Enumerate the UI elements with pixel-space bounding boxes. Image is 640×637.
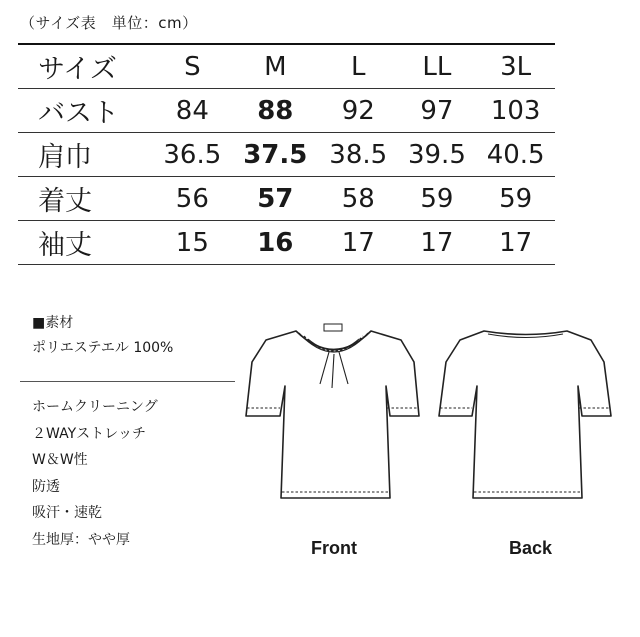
row-label: サイズ: [18, 44, 153, 89]
divider: [20, 381, 235, 382]
table-cell: LL: [398, 44, 477, 89]
row-label: 着丈: [18, 177, 153, 221]
list-item: ２WAYストレッチ: [32, 425, 146, 442]
table-cell: 3L: [476, 44, 555, 89]
back-label: Back: [509, 538, 553, 558]
material-composition: ポリエステエル 100%: [32, 340, 174, 356]
table-row: [18, 133, 555, 177]
list-item: 生地厚：やや厚: [32, 531, 130, 548]
size-table: [18, 43, 555, 265]
table-cell: 36.5: [153, 133, 232, 177]
table-cell: 58: [319, 177, 398, 221]
table-cell: 38.5: [319, 133, 398, 177]
table-cell: 17: [398, 221, 477, 265]
feature-list: [32, 397, 158, 556]
row-label: 肩巾: [18, 133, 153, 177]
table-cell: 39.5: [398, 133, 477, 177]
front-garment-icon: [244, 316, 424, 512]
table-cell: 40.5: [476, 133, 555, 177]
table-cell: 59: [476, 177, 555, 221]
size-table-caption: （サイズ表 単位：cm）: [20, 14, 198, 32]
row-label: 袖丈: [18, 221, 153, 265]
material-heading: ■素材: [32, 315, 74, 331]
table-cell: 17: [476, 221, 555, 265]
table-cell: L: [319, 44, 398, 89]
back-garment-icon: [436, 316, 616, 512]
front-label: Front: [311, 538, 357, 558]
table-cell: 15: [153, 221, 232, 265]
table-cell: 59: [398, 177, 477, 221]
table-cell: 57: [232, 177, 319, 221]
table-cell: 16: [232, 221, 319, 265]
table-cell: 103: [476, 89, 555, 133]
row-label: バスト: [18, 89, 153, 133]
table-cell: 97: [398, 89, 477, 133]
list-item: ホームクリーニング: [32, 399, 158, 415]
table-row: [18, 89, 555, 133]
table-cell: 88: [232, 89, 319, 133]
table-cell: M: [232, 44, 319, 89]
table-cell: 56: [153, 177, 232, 221]
list-item: 防透: [32, 478, 60, 495]
list-item: W＆W性: [32, 452, 88, 468]
table-cell: 92: [319, 89, 398, 133]
table-row: [18, 177, 555, 221]
table-cell: 84: [153, 89, 232, 133]
table-cell: S: [153, 44, 232, 89]
table-cell: 17: [319, 221, 398, 265]
table-row: [18, 221, 555, 265]
table-cell: 37.5: [232, 133, 319, 177]
table-row: [18, 44, 555, 89]
list-item: 吸汗・速乾: [32, 505, 102, 521]
